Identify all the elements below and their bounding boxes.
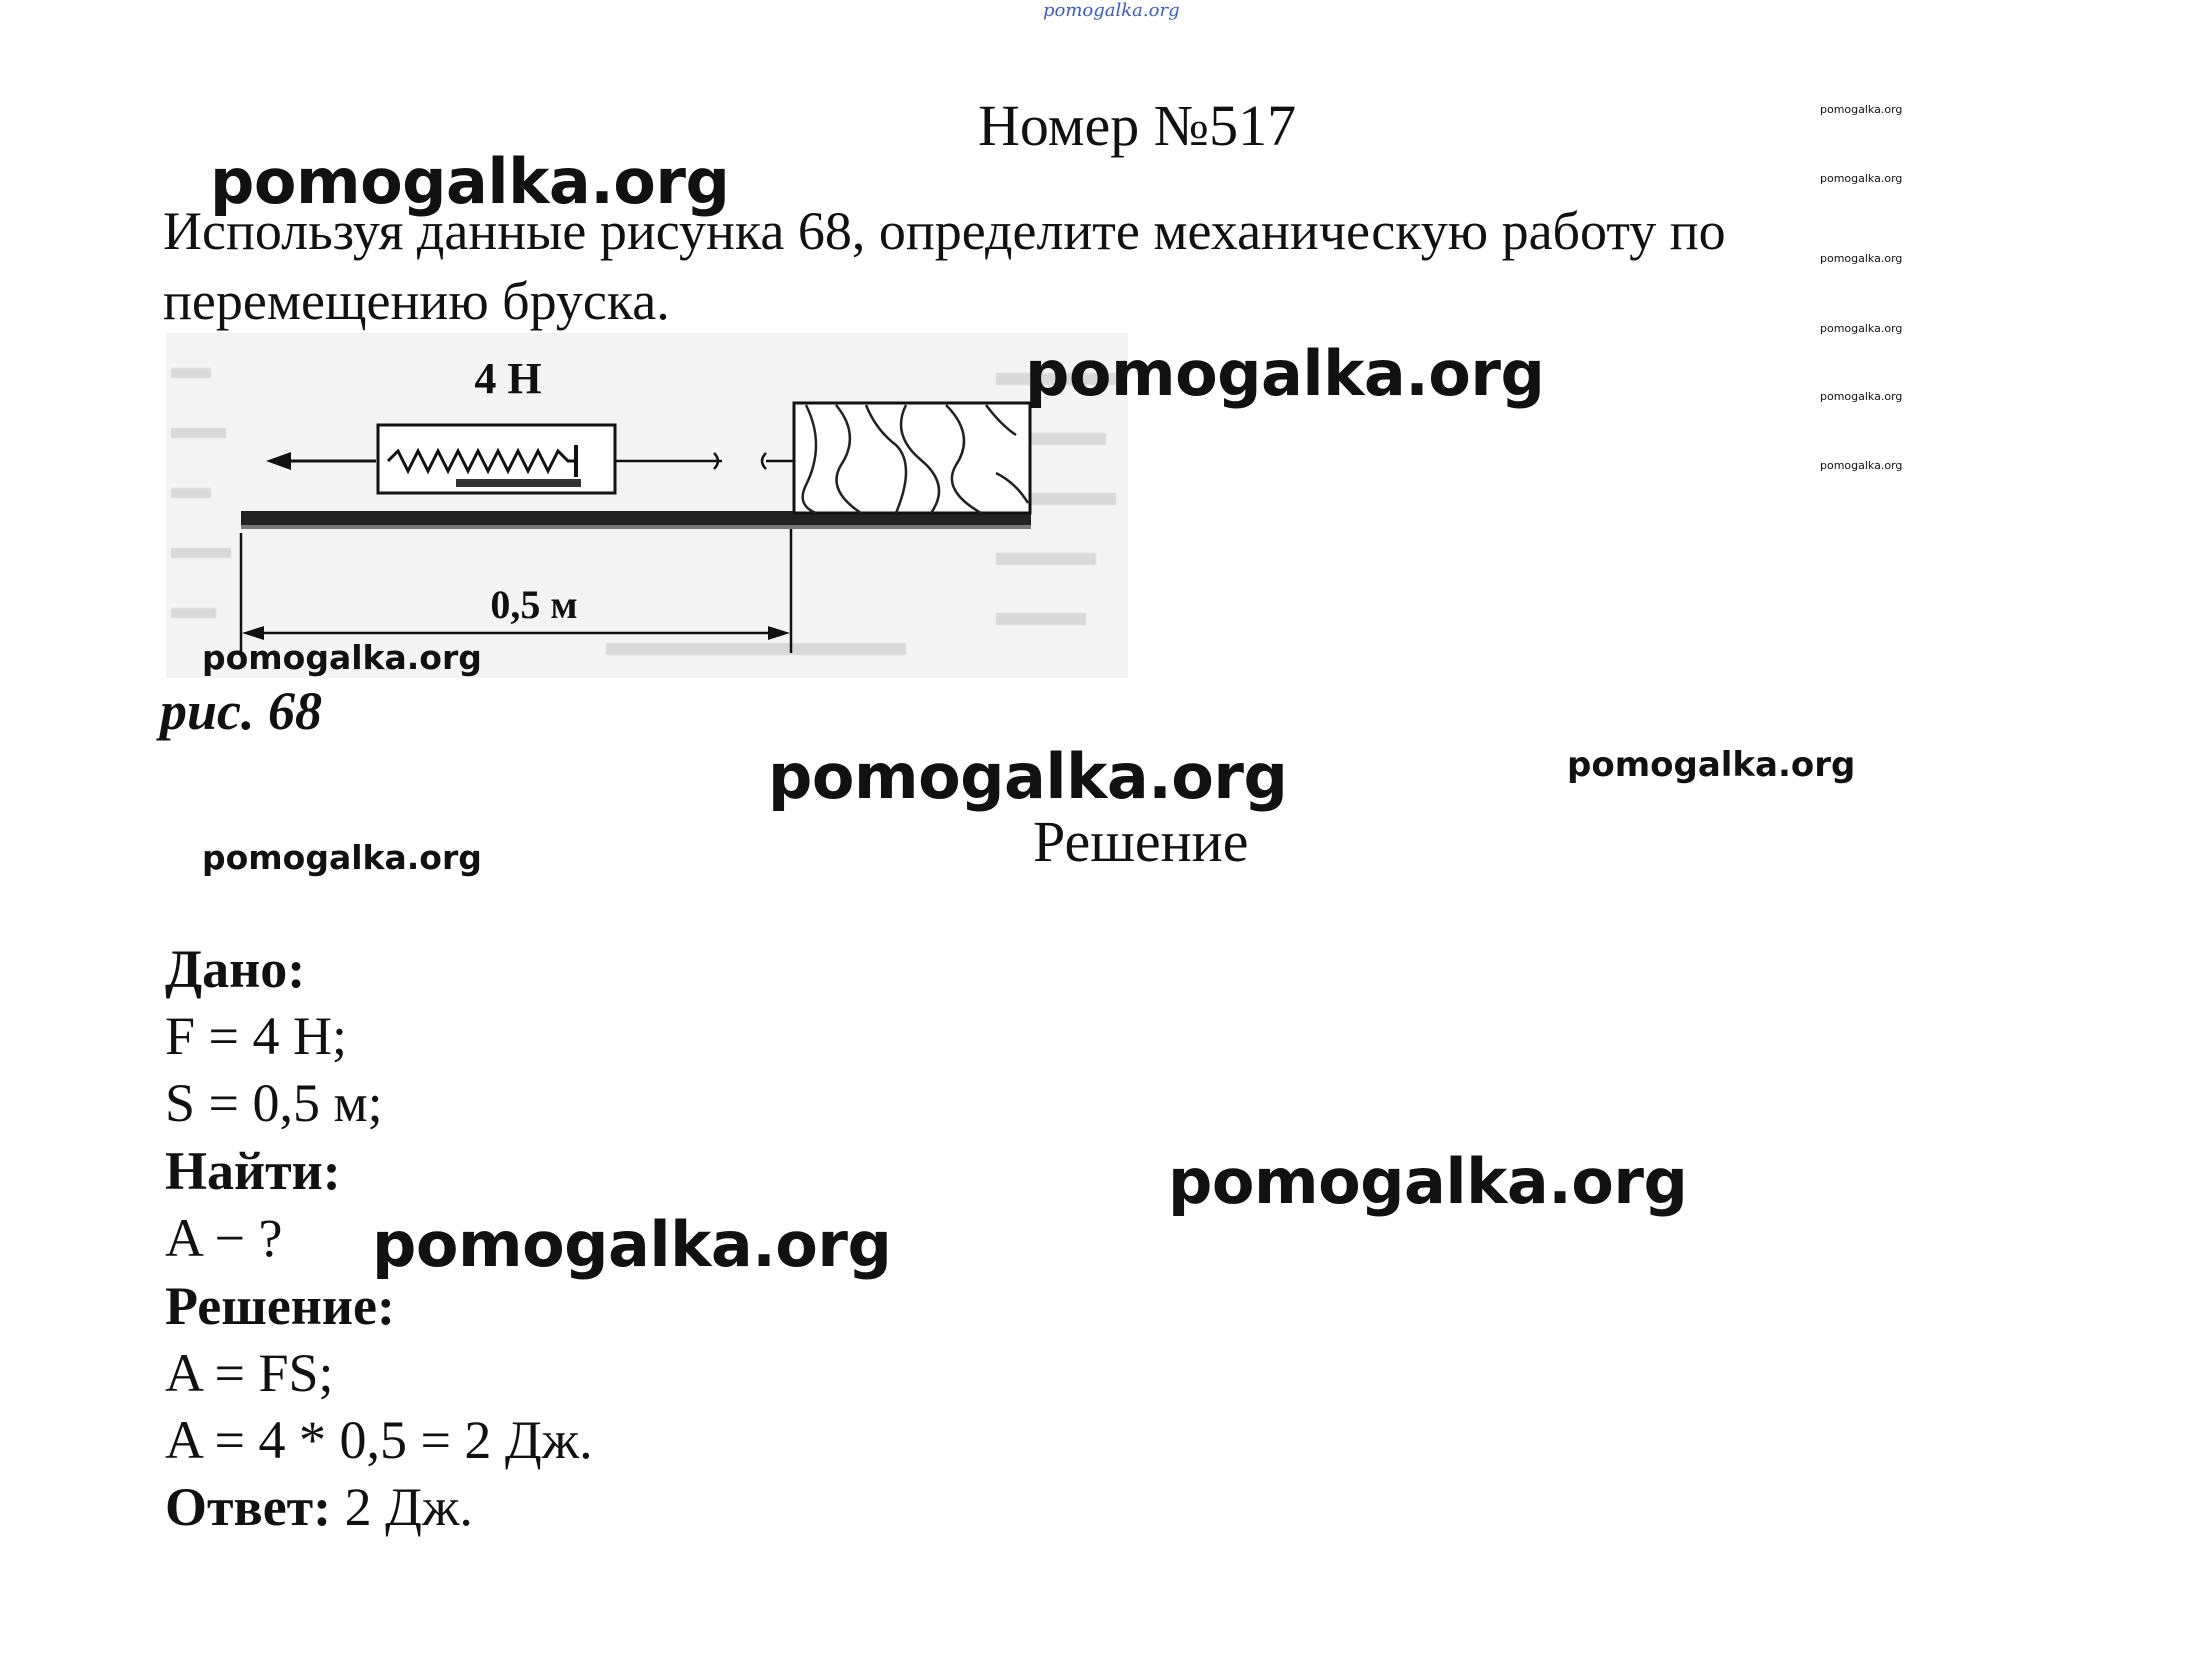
given-line: F = 4 Н; [165, 1006, 347, 1066]
watermark-large: pomogalka.org [1168, 1145, 1688, 1218]
solution-line: A = 4 * 0,5 = 2 Дж. [165, 1410, 593, 1470]
watermark-medium: pomogalka.org [1567, 745, 1856, 785]
given-line: S = 0,5 м; [165, 1073, 383, 1133]
watermark-large: pomogalka.org [768, 740, 1288, 813]
find-heading: Найти: [165, 1141, 341, 1201]
watermark-large: pomogalka.org [210, 145, 730, 218]
force-label: 4 Н [474, 354, 542, 403]
watermark-large: pomogalka.org [1025, 337, 1545, 410]
watermark-medium: pomogalka.org [202, 838, 482, 877]
watermark-small: pomogalka.org [1820, 172, 1903, 185]
watermark-small: pomogalka.org [1820, 390, 1903, 403]
figure-caption: рис. 68 [160, 681, 322, 741]
distance-label: 0,5 м [490, 582, 578, 627]
answer-value: 2 Дж. [331, 1477, 473, 1537]
watermark-top: pomogalka.org [1043, 0, 1180, 21]
answer-label: Ответ: [165, 1477, 332, 1537]
watermark-small: pomogalka.org [1820, 459, 1903, 472]
figure-diagram [166, 333, 1128, 678]
watermark-small: pomogalka.org [1820, 103, 1903, 116]
task-text: Используя данные рисунка 68, определите механическую работу по перемещению бруска. [163, 201, 1726, 331]
answer-line [165, 1476, 473, 1538]
solution-line: A = FS; [165, 1343, 334, 1403]
find-line: A − ? [165, 1208, 283, 1268]
watermark-small: pomogalka.org [1820, 322, 1903, 335]
solution-heading: Решение [1033, 809, 1249, 874]
page-title: Номер №517 [978, 93, 1297, 158]
solution-subheading: Решение: [165, 1276, 395, 1336]
given-heading: Дано: [165, 939, 306, 999]
watermark-medium: pomogalka.org [202, 638, 482, 677]
watermark-large: pomogalka.org [372, 1208, 892, 1281]
watermark-small: pomogalka.org [1820, 252, 1903, 265]
